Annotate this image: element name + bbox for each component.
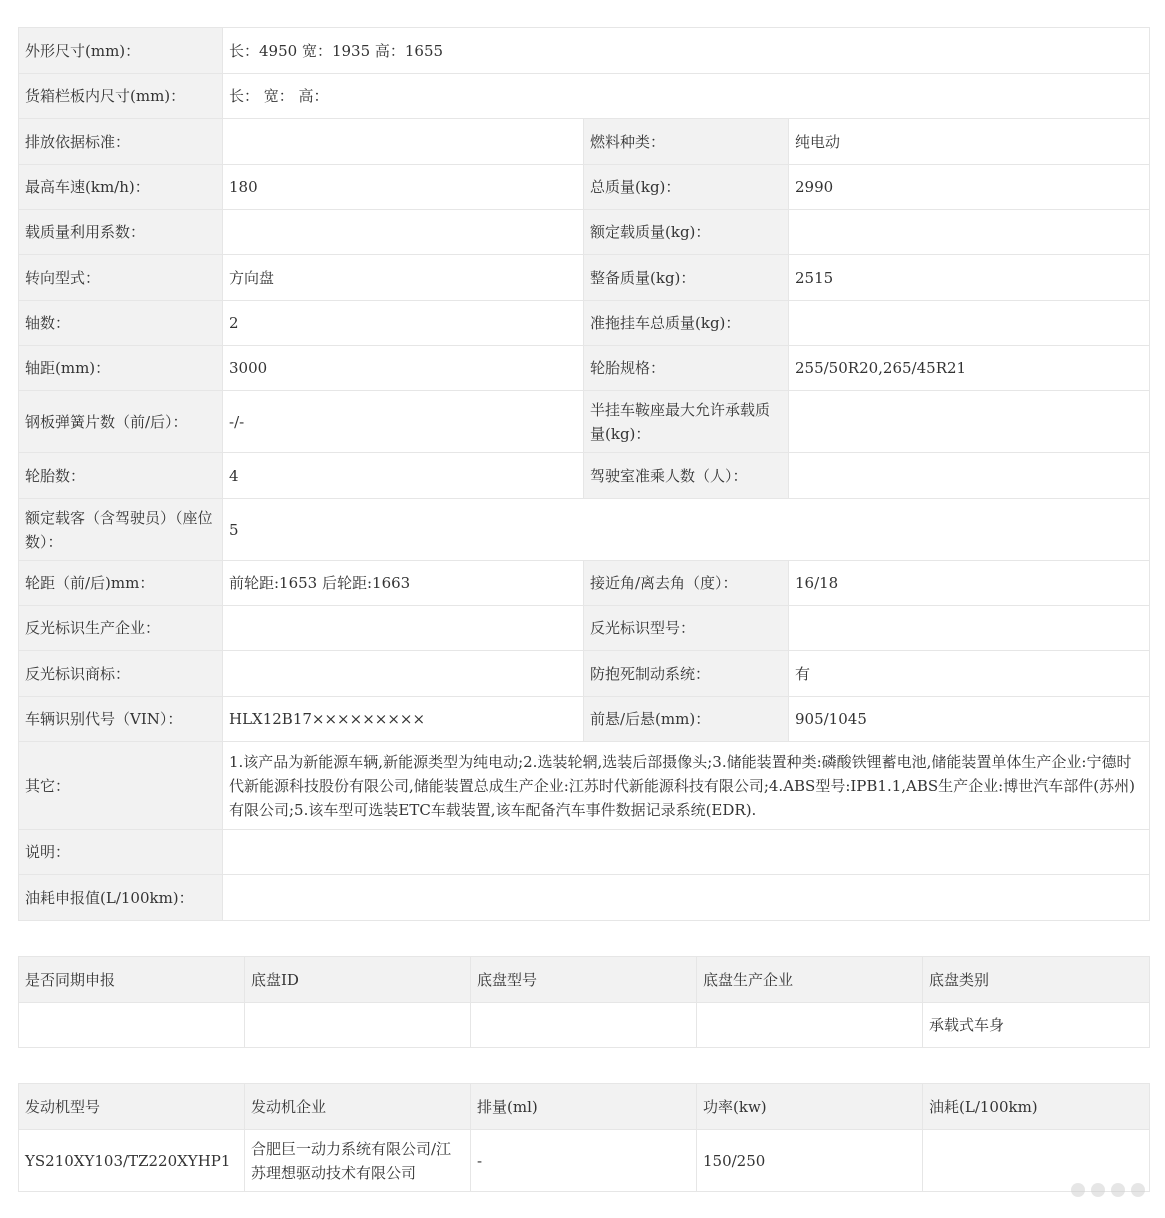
row-other [19, 742, 1150, 830]
other-label: 其它： [19, 742, 223, 830]
vin-label: 车辆识别代号（VIN）： [19, 697, 223, 742]
cab-pass-label: 驾驶室准乘人数（人）： [584, 453, 789, 499]
emission-label: 排放依据标准： [19, 119, 223, 165]
chassis-data-row [19, 1003, 1150, 1048]
angle-value: 16/18 [789, 561, 1150, 606]
row-tire-count [19, 453, 1150, 499]
engine-maker-value: 合肥巨一动力系统有限公司/江苏理想驱动技术有限公司 [245, 1130, 471, 1192]
fuel-consumption-value [223, 875, 1150, 921]
chassis-type-value: 承载式车身 [923, 1003, 1150, 1048]
wheelbase-value: 3000 [223, 346, 584, 391]
speed-value: 180 [223, 165, 584, 210]
reflector-maker-value [223, 606, 584, 651]
engine-displacement-value: - [471, 1130, 697, 1192]
cargo-value: 长： 宽： 高： [223, 74, 1150, 119]
trailer-mass-value [789, 301, 1150, 346]
axles-value: 2 [223, 301, 584, 346]
leaf-spring-label: 钢板弹簧片数（前/后）： [19, 391, 223, 453]
vin-value: HLX12B17××××××××× [223, 697, 584, 742]
speed-label: 最高车速(km/h)： [19, 165, 223, 210]
saddle-value [789, 391, 1150, 453]
rated-load-label: 额定载质量(kg)： [584, 210, 789, 255]
steering-label: 转向型式： [19, 255, 223, 301]
reflector-model-value [789, 606, 1150, 651]
tire-count-label: 轮胎数： [19, 453, 223, 499]
steering-value: 方向盘 [223, 255, 584, 301]
leaf-spring-value: -/- [223, 391, 584, 453]
chassis-header-concurrent: 是否同期申报 [19, 957, 245, 1003]
chassis-header-type: 底盘类别 [923, 957, 1150, 1003]
watermark-dot-icon [1111, 1183, 1125, 1197]
load-factor-value [223, 210, 584, 255]
overhang-label: 前悬/后悬(mm)： [584, 697, 789, 742]
row-leaf-spring [19, 391, 1150, 453]
row-reflector-brand [19, 651, 1150, 697]
row-steering [19, 255, 1150, 301]
tire-count-value: 4 [223, 453, 584, 499]
engine-header-row [19, 1084, 1150, 1130]
watermark-logo [1025, 1170, 1145, 1210]
watermark-dot-icon [1131, 1183, 1145, 1197]
reflector-brand-value [223, 651, 584, 697]
row-cargo [19, 74, 1150, 119]
engine-header-power: 功率(kw) [697, 1084, 923, 1130]
chassis-header-row [19, 957, 1150, 1003]
row-load [19, 210, 1150, 255]
seats-label: 额定载客（含驾驶员）（座位数）： [19, 499, 223, 561]
abs-label: 防抱死制动系统： [584, 651, 789, 697]
abs-value: 有 [789, 651, 1150, 697]
chassis-header-model: 底盘型号 [471, 957, 697, 1003]
chassis-header-id: 底盘ID [245, 957, 471, 1003]
other-value: 1.该产品为新能源车辆,新能源类型为纯电动;2.选装轮辋,选装后部摄像头;3.储能装置种类:磷酸铁锂蓄电池,储能装置单体生产企业:宁德时代新能源科技股份有限公司,储能装置总成生产企业:江苏时代新能源科技有限公司;4.ABS型号:IPB1.1,ABS生产企业:博世汽车部件(苏州)有限公司;5.该车型可选装ETC车载装置,该车配备汽车事件数据记录系统(EDR). [223, 742, 1150, 830]
load-factor-label: 载质量利用系数： [19, 210, 223, 255]
row-track [19, 561, 1150, 606]
fuel-value: 纯电动 [789, 119, 1150, 165]
reflector-brand-label: 反光标识商标： [19, 651, 223, 697]
watermark-dot-icon [1071, 1183, 1085, 1197]
overhang-value: 905/1045 [789, 697, 1150, 742]
rated-load-value [789, 210, 1150, 255]
row-fuel-consumption [19, 875, 1150, 921]
chassis-concurrent-value [19, 1003, 245, 1048]
wheelbase-label: 轴距(mm)： [19, 346, 223, 391]
row-reflector-maker [19, 606, 1150, 651]
chassis-id-value [245, 1003, 471, 1048]
note-value [223, 830, 1150, 875]
angle-label: 接近角/离去角（度）： [584, 561, 789, 606]
track-label: 轮距（前/后)mm： [19, 561, 223, 606]
cargo-label: 货箱栏板内尺寸(mm)： [19, 74, 223, 119]
row-wheelbase [19, 346, 1150, 391]
chassis-model-value [471, 1003, 697, 1048]
engine-power-value: 150/250 [697, 1130, 923, 1192]
engine-header-maker: 发动机企业 [245, 1084, 471, 1130]
dimensions-value: 长：4950 宽：1935 高：1655 [223, 28, 1150, 74]
dimensions-label: 外形尺寸(mm)： [19, 28, 223, 74]
total-mass-value: 2990 [789, 165, 1150, 210]
curb-mass-label: 整备质量(kg)： [584, 255, 789, 301]
row-seats [19, 499, 1150, 561]
row-note [19, 830, 1150, 875]
row-vin [19, 697, 1150, 742]
tire-spec-value: 255/50R20,265/45R21 [789, 346, 1150, 391]
chassis-header-maker: 底盘生产企业 [697, 957, 923, 1003]
note-label: 说明： [19, 830, 223, 875]
tire-spec-label: 轮胎规格： [584, 346, 789, 391]
row-speed-mass [19, 165, 1150, 210]
engine-header-model: 发动机型号 [19, 1084, 245, 1130]
emission-value [223, 119, 584, 165]
fuel-label: 燃料种类： [584, 119, 789, 165]
vehicle-params-table [18, 27, 1150, 921]
chassis-table [18, 956, 1150, 1048]
row-dimensions [19, 28, 1150, 74]
saddle-label: 半挂车鞍座最大允许承载质量(kg)： [584, 391, 789, 453]
engine-table [18, 1083, 1150, 1192]
watermark-dot-icon [1091, 1183, 1105, 1197]
row-axles [19, 301, 1150, 346]
curb-mass-value: 2515 [789, 255, 1150, 301]
reflector-model-label: 反光标识型号： [584, 606, 789, 651]
fuel-consumption-label: 油耗申报值(L/100km)： [19, 875, 223, 921]
track-value: 前轮距:1653 后轮距:1663 [223, 561, 584, 606]
reflector-maker-label: 反光标识生产企业： [19, 606, 223, 651]
row-emission-fuel [19, 119, 1150, 165]
engine-model-value: YS210XY103/TZ220XYHP1 [19, 1130, 245, 1192]
seats-value: 5 [223, 499, 1150, 561]
engine-header-consumption: 油耗(L/100km) [923, 1084, 1150, 1130]
engine-header-displacement: 排量(ml) [471, 1084, 697, 1130]
cab-pass-value [789, 453, 1150, 499]
engine-data-row [19, 1130, 1150, 1192]
axles-label: 轴数： [19, 301, 223, 346]
chassis-maker-value [697, 1003, 923, 1048]
trailer-mass-label: 准拖挂车总质量(kg)： [584, 301, 789, 346]
total-mass-label: 总质量(kg)： [584, 165, 789, 210]
